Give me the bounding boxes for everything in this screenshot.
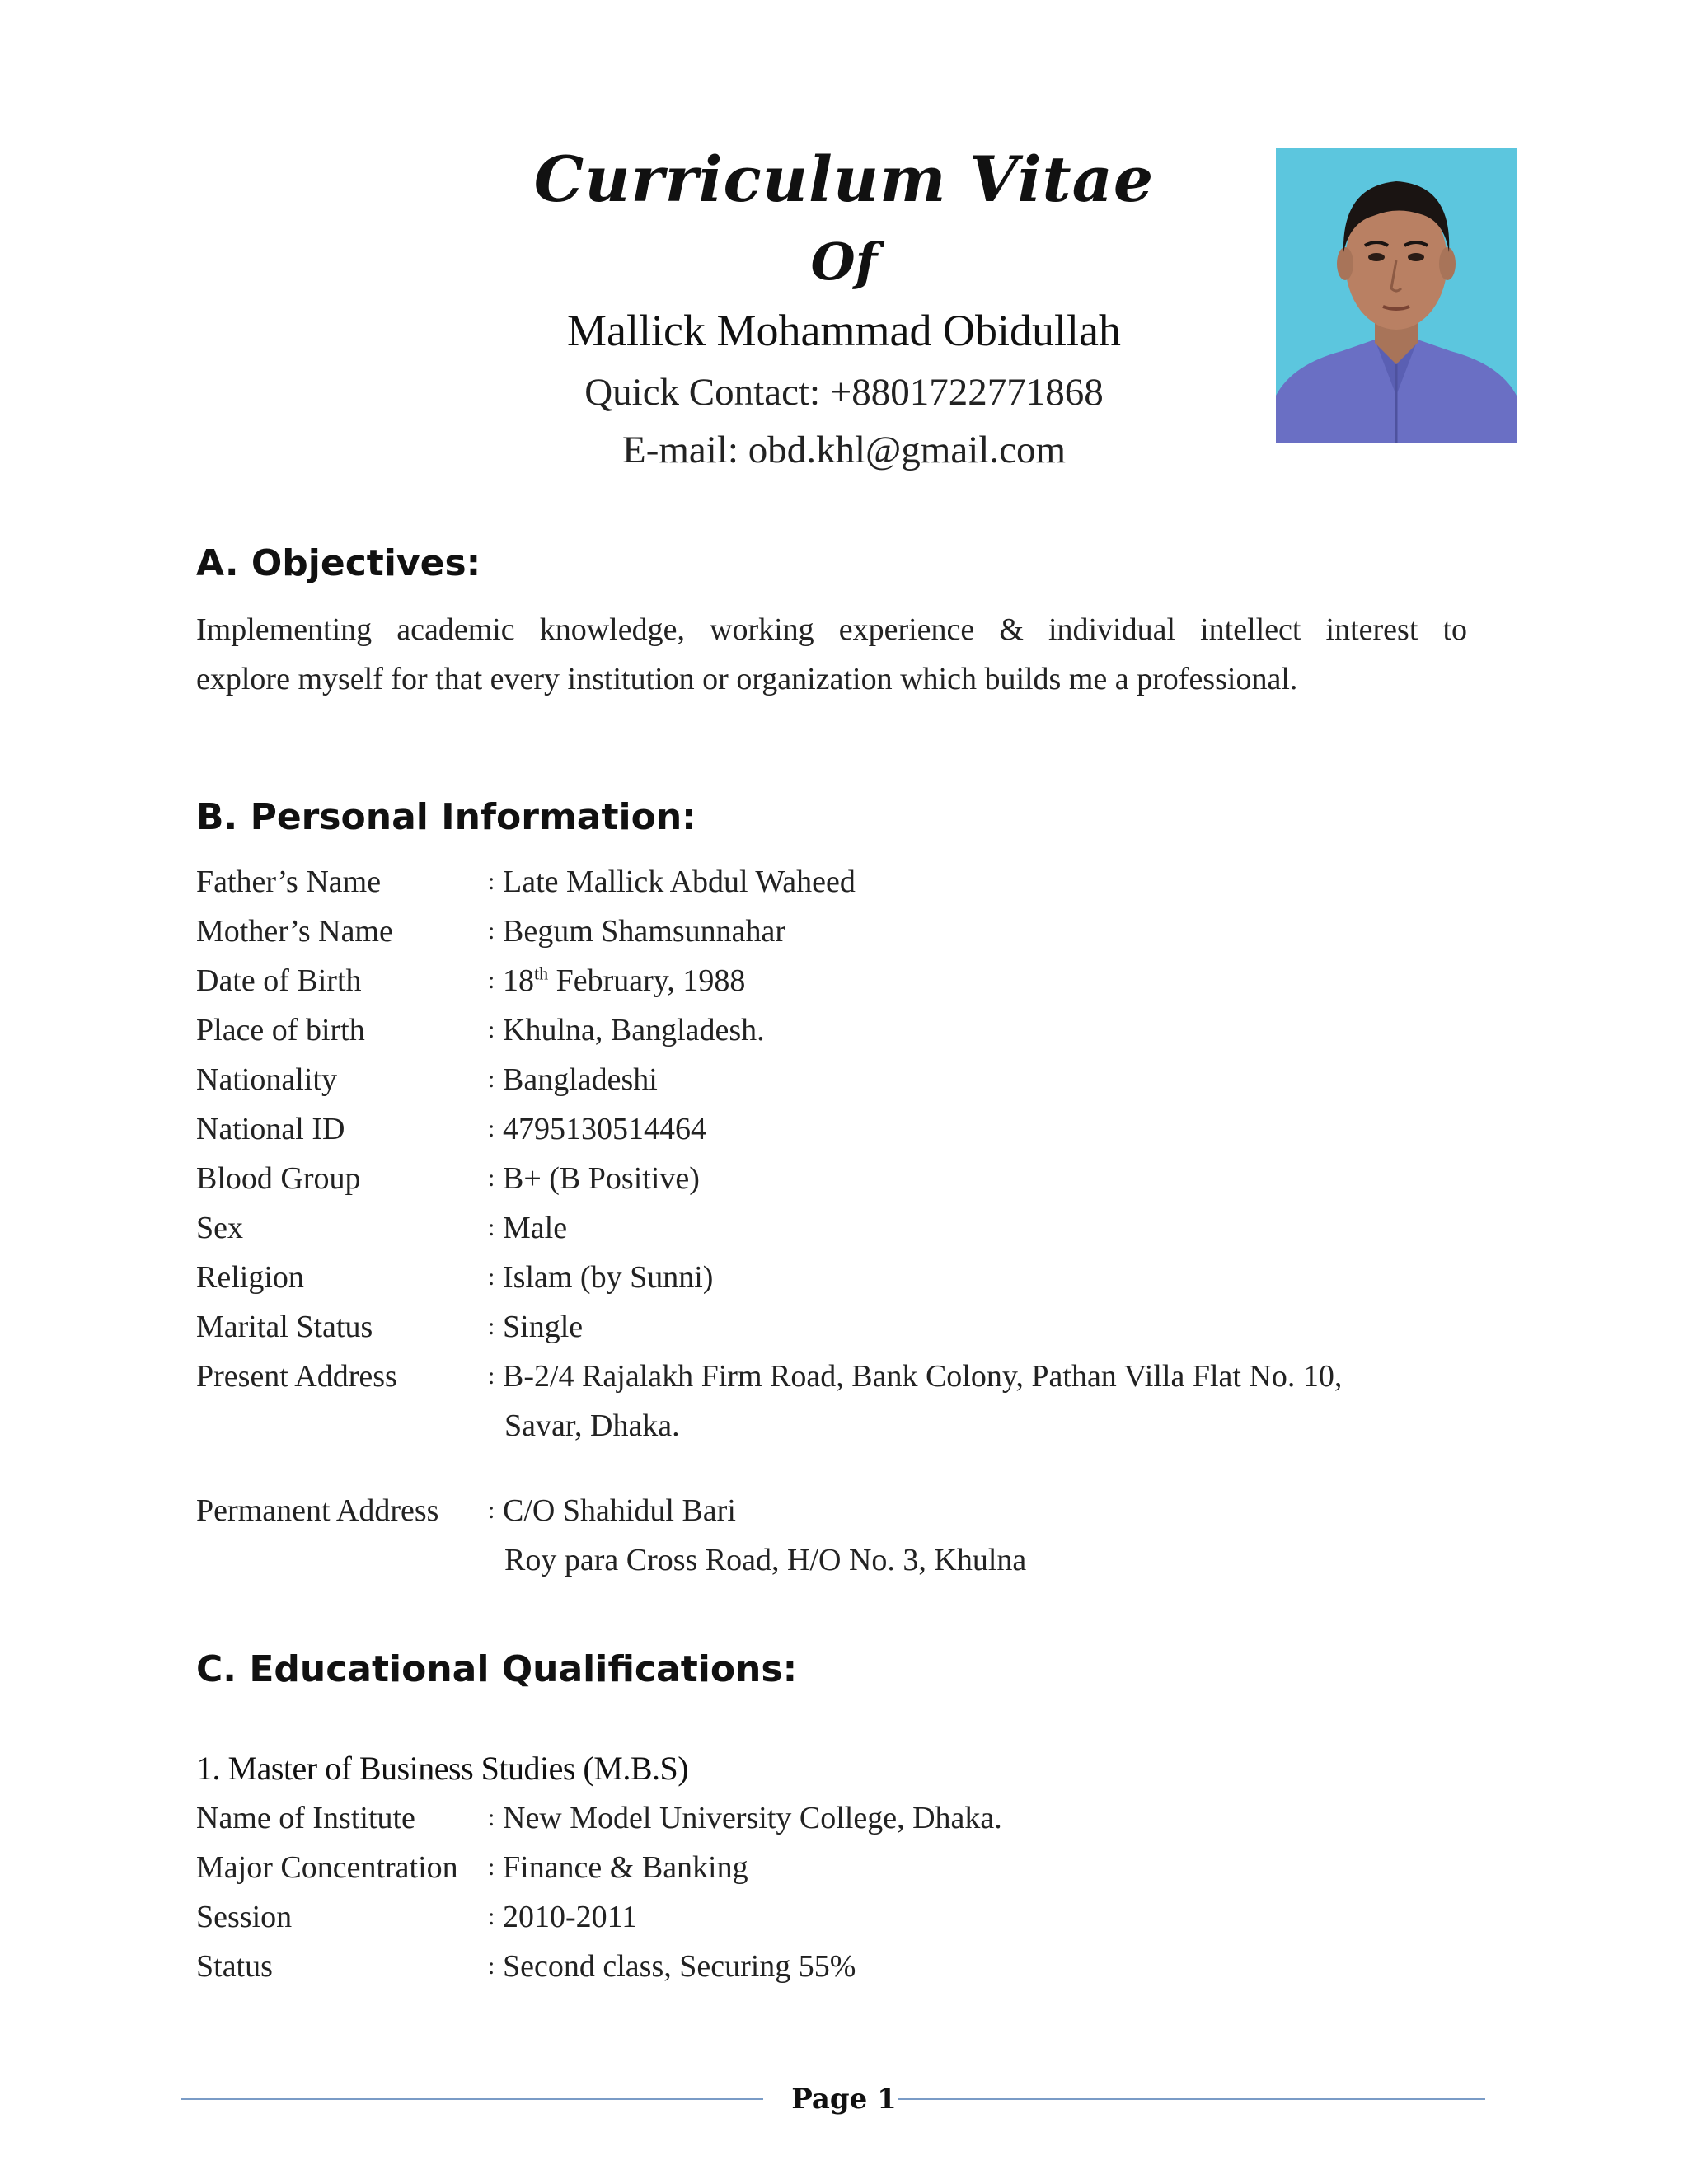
info-row-mothers-name [196, 907, 1515, 956]
info-colon: : [488, 868, 495, 895]
dob-day: 18 [503, 963, 534, 998]
footer-rule-right [898, 2098, 1485, 2100]
edu-label: Session [196, 1900, 293, 1934]
edu-colon: : [488, 1854, 495, 1881]
info-row-blood-group [196, 1154, 1515, 1203]
edu-colon: : [488, 1804, 495, 1831]
info-row-religion [196, 1253, 1515, 1302]
info-value: Single [503, 1310, 584, 1344]
info-value: Islam (by Sunni) [503, 1260, 714, 1295]
info-row-sex [196, 1203, 1515, 1253]
edu-label: Name of Institute [196, 1801, 415, 1835]
info-label: Date of Birth [196, 963, 362, 998]
objectives-line-1: Implementing academic knowledge, working experience & individual intellect interest to [196, 612, 1467, 647]
page-number: Page 1 [791, 2083, 897, 2116]
info-label: Religion [196, 1260, 304, 1295]
portrait-icon [1276, 148, 1517, 443]
info-row-date-of-birth [196, 956, 1515, 1005]
info-row-national-id [196, 1104, 1515, 1154]
info-label: Nationality [196, 1062, 337, 1097]
info-colon: : [488, 1066, 495, 1093]
info-row-fathers-name [196, 857, 1515, 907]
edu-colon: : [488, 1903, 495, 1930]
education-item-title: 1. Master of Business Studies (M.B.S) [196, 1750, 689, 1787]
info-label: Place of birth [196, 1013, 365, 1047]
objectives-line-2: explore myself for that every institution or organization which builds me a professional. [196, 662, 1298, 696]
info-colon: : [488, 917, 495, 944]
edu-label: Major Concentration [196, 1850, 458, 1885]
edu-value: Second class, Securing 55% [503, 1949, 856, 1984]
info-label: Mother’s Name [196, 914, 393, 949]
info-label: National ID [196, 1112, 345, 1146]
present-address-line-2: Savar, Dhaka. [504, 1408, 680, 1443]
info-label: Father’s Name [196, 865, 382, 899]
info-label: Permanent Address [196, 1493, 439, 1528]
edu-row-major [196, 1843, 1515, 1892]
info-value: 4795130514464 [503, 1112, 706, 1146]
info-colon: : [488, 1115, 495, 1142]
footer-rule-left [181, 2098, 763, 2100]
info-value: C/O Shahidul Bari [503, 1493, 736, 1528]
objectives-text [196, 605, 1467, 704]
edu-row-status [196, 1942, 1515, 1991]
quick-contact: Quick Contact: +8801722771868 [584, 371, 1104, 414]
info-colon: : [488, 1362, 495, 1390]
dob-rest: February, 1988 [548, 963, 746, 998]
info-colon: : [488, 1263, 495, 1291]
document-title: Curriculum Vitae [533, 143, 1155, 216]
personal-info-heading: B. Personal Information: [196, 796, 696, 838]
edu-colon: : [488, 1952, 495, 1980]
info-row-present-address [196, 1352, 1515, 1401]
info-colon: : [488, 1214, 495, 1241]
title-of: Of [810, 232, 878, 292]
info-value [503, 956, 745, 1005]
edu-value: Finance & Banking [503, 1850, 748, 1885]
info-row-permanent-address [196, 1486, 1515, 1535]
info-label: Marital Status [196, 1310, 373, 1344]
portrait-photo [1276, 148, 1517, 443]
info-value: Late Mallick Abdul Waheed [503, 865, 856, 899]
dob-suffix: th [534, 963, 549, 984]
info-label: Blood Group [196, 1161, 361, 1196]
info-colon: : [488, 1497, 495, 1524]
info-colon: : [488, 1313, 495, 1340]
edu-value: New Model University College, Dhaka. [503, 1801, 1002, 1835]
info-value: B+ (B Positive) [503, 1161, 700, 1196]
info-row-place-of-birth [196, 1005, 1515, 1055]
info-value: Khulna, Bangladesh. [503, 1013, 765, 1047]
info-row-nationality [196, 1055, 1515, 1104]
objectives-heading: A. Objectives: [196, 542, 481, 584]
info-colon: : [488, 1016, 495, 1043]
email: E-mail: obd.khl@gmail.com [622, 429, 1066, 471]
education-heading: C. Educational Qualifications: [196, 1648, 798, 1690]
info-value: Begum Shamsunnahar [503, 914, 786, 949]
edu-row-institute [196, 1793, 1515, 1843]
info-colon: : [488, 967, 495, 994]
info-label: Present Address [196, 1359, 397, 1394]
info-label: Sex [196, 1211, 243, 1245]
info-value: Bangladeshi [503, 1062, 658, 1097]
edu-label: Status [196, 1949, 273, 1984]
info-colon: : [488, 1165, 495, 1192]
edu-value: 2010-2011 [503, 1900, 638, 1934]
permanent-address-line-2: Roy para Cross Road, H/O No. 3, Khulna [504, 1543, 1027, 1577]
edu-row-session [196, 1892, 1515, 1942]
info-value: B-2/4 Rajalakh Firm Road, Bank Colony, Pathan Villa Flat No. 10, [503, 1359, 1343, 1394]
info-row-marital-status [196, 1302, 1515, 1352]
candidate-name: Mallick Mohammad Obidullah [567, 306, 1121, 355]
info-value: Male [503, 1211, 568, 1245]
